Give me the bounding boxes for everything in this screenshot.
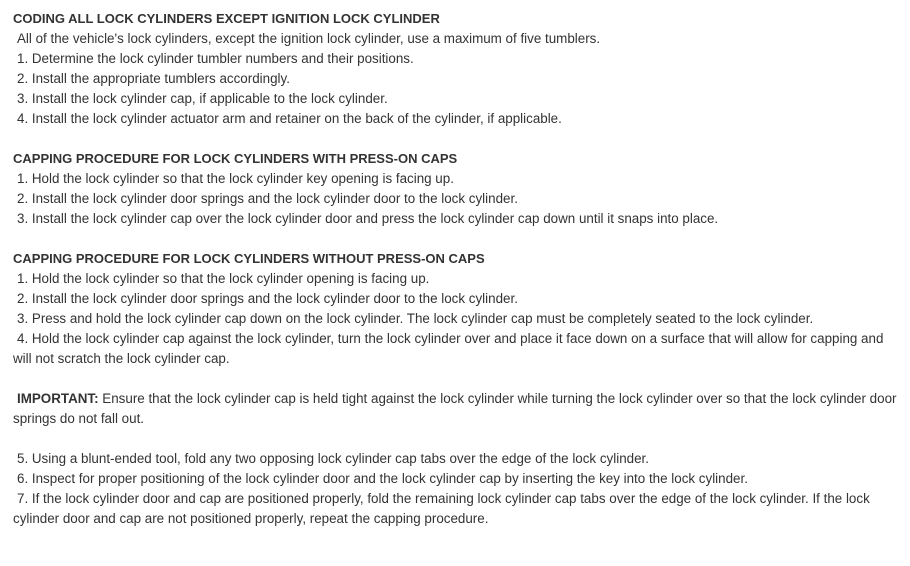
section-heading: CAPPING PROCEDURE FOR LOCK CYLINDERS WITH PRESS-ON CAPS [13, 151, 458, 166]
step: 3. Install the lock cylinder cap over the lock cylinder door and press the lock cylinder cap down until it snaps into place. [17, 211, 719, 226]
important-note [13, 389, 898, 429]
step: 2. Install the appropriate tumblers accordingly. [17, 71, 290, 86]
step: 3. Press and hold the lock cylinder cap down on the lock cylinder. The lock cylinder cap must be completely seated to the lock cylinder. [17, 311, 814, 326]
step: 4. Install the lock cylinder actuator arm and retainer on the back of the cylinder, if applicable. [17, 111, 562, 126]
step: 7. If the lock cylinder door and cap are positioned properly, fold the remaining lock cylinder cap tabs over the edge of the lock cylinder. If the lock cylinder door and cap are not positioned properly, repeat the capping procedure. [13, 491, 870, 526]
step: 1. Hold the lock cylinder so that the lock cylinder key opening is facing up. [17, 171, 454, 186]
step: 6. Inspect for proper positioning of the lock cylinder door and the lock cylinder cap by inserting the key into the lock cylinder. [17, 471, 748, 486]
step: 4. Hold the lock cylinder cap against the lock cylinder, turn the lock cylinder over and place it face down on a surface that will allow for capping and will not scratch the lock cylinder cap. [13, 331, 884, 366]
final-steps [13, 449, 898, 529]
step: 3. Install the lock cylinder cap, if applicable to the lock cylinder. [17, 91, 388, 106]
step: 5. Using a blunt-ended tool, fold any two opposing lock cylinder cap tabs over the edge of the lock cylinder. [17, 451, 649, 466]
step: 1. Determine the lock cylinder tumbler numbers and their positions. [17, 51, 414, 66]
step: 1. Hold the lock cylinder so that the lock cylinder opening is facing up. [17, 271, 430, 286]
section-without-press-on-caps [13, 249, 898, 369]
section-heading: CAPPING PROCEDURE FOR LOCK CYLINDERS WITHOUT PRESS-ON CAPS [13, 251, 485, 266]
document [13, 9, 898, 529]
step: 2. Install the lock cylinder door springs and the lock cylinder door to the lock cylinder. [17, 291, 518, 306]
section-coding [13, 9, 898, 129]
important-label: IMPORTANT: [17, 391, 99, 406]
section-heading: CODING ALL LOCK CYLINDERS EXCEPT IGNITION LOCK CYLINDER [13, 11, 440, 26]
step: 2. Install the lock cylinder door springs and the lock cylinder door to the lock cylinder. [17, 191, 518, 206]
section-press-on-caps [13, 149, 898, 229]
important-text: Ensure that the lock cylinder cap is held tight against the lock cylinder while turning the lock cylinder over so that the lock cylinder door springs do not fall out. [13, 391, 897, 426]
intro-text: All of the vehicle's lock cylinders, except the ignition lock cylinder, use a maximum of five tumblers. [17, 31, 601, 46]
